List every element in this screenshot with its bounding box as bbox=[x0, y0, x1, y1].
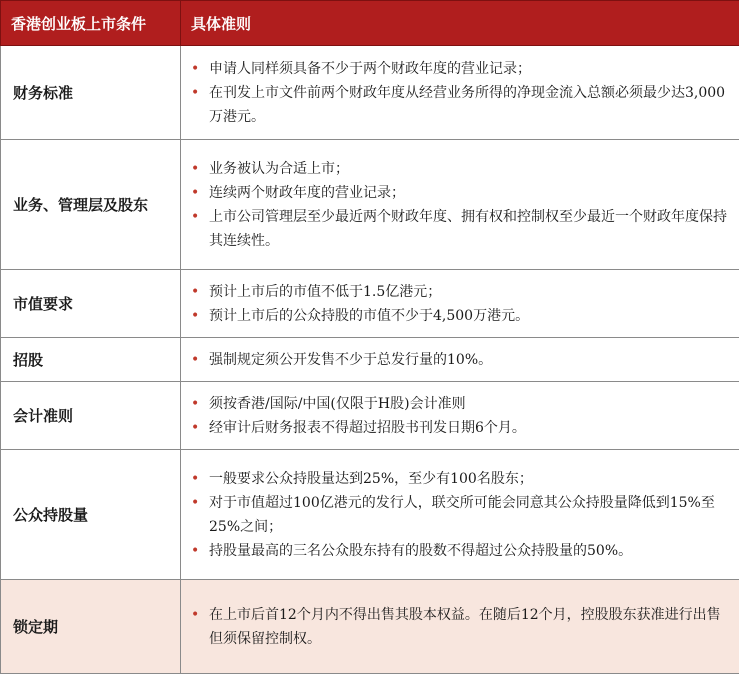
table-row bbox=[1, 580, 739, 674]
row-content-public-float bbox=[181, 450, 739, 580]
header-criteria: 具体准则 bbox=[181, 1, 739, 46]
list-item: • 申请人同样须具备不少于两个财政年度的营业记录； bbox=[189, 57, 727, 81]
table-row bbox=[1, 270, 739, 338]
bullet-icon: • bbox=[191, 467, 199, 491]
bullet-icon: • bbox=[191, 57, 199, 81]
list-item: • 一般要求公众持股量达到25%，至少有100名股东； bbox=[189, 467, 727, 491]
bullet-icon: • bbox=[191, 539, 199, 563]
list-item: • 在上市后首12个月内不得出售其股本权益。在随后12个月，控股股东获准进行出售但须保留控制权。 bbox=[189, 603, 727, 651]
row-label-accounting: 会计准则 bbox=[1, 382, 181, 450]
list-item: • 业务被认为合适上市； bbox=[189, 157, 727, 181]
row-content-offering bbox=[181, 338, 739, 382]
bullet-icon: • bbox=[191, 348, 199, 372]
list-item: • 对于市值超过100亿港元的发行人，联交所可能会同意其公众持股量降低到15%至25%之间； bbox=[189, 491, 727, 539]
list-item: • 经审计后财务报表不得超过招股书刊发日期6个月。 bbox=[189, 416, 727, 440]
bullet-icon: • bbox=[191, 392, 199, 416]
table-row bbox=[1, 450, 739, 580]
header-conditions: 香港创业板上市条件 bbox=[1, 1, 181, 46]
list-item: • 强制规定须公开发售不少于总发行量的10%。 bbox=[189, 348, 727, 372]
row-label-offering: 招股 bbox=[1, 338, 181, 382]
list-item: • 连续两个财政年度的营业记录； bbox=[189, 181, 727, 205]
row-content-market-cap bbox=[181, 270, 739, 338]
bullet-icon: • bbox=[191, 491, 199, 515]
row-content-lockup bbox=[181, 580, 739, 674]
list-item: • 持股量最高的三名公众股东持有的股数不得超过公众持股量的50%。 bbox=[189, 539, 727, 563]
table-row bbox=[1, 140, 739, 270]
row-content-financial bbox=[181, 46, 739, 140]
row-label-market-cap: 市值要求 bbox=[1, 270, 181, 338]
row-content-business bbox=[181, 140, 739, 270]
bullet-icon: • bbox=[191, 304, 199, 328]
bullet-icon: • bbox=[191, 181, 199, 205]
list-item: • 预计上市后的市值不低于1.5亿港元； bbox=[189, 280, 727, 304]
table-row bbox=[1, 338, 739, 382]
bullet-icon: • bbox=[191, 280, 199, 304]
list-item: • 上市公司管理层至少最近两个财政年度、拥有权和控制权至少最近一个财政年度保持其连续性。 bbox=[189, 205, 727, 253]
table-header-row bbox=[1, 1, 739, 46]
bullet-icon: • bbox=[191, 416, 199, 440]
bullet-icon: • bbox=[191, 205, 199, 229]
bullet-icon: • bbox=[191, 81, 199, 105]
row-content-accounting bbox=[181, 382, 739, 450]
row-label-financial: 财务标准 bbox=[1, 46, 181, 140]
list-item: • 须按香港/国际/中国(仅限于H股)会计准则 bbox=[189, 392, 727, 416]
list-item: • 在刊发上市文件前两个财政年度从经营业务所得的净现金流入总额必须最少达3,000万港元。 bbox=[189, 81, 727, 129]
row-label-public-float: 公众持股量 bbox=[1, 450, 181, 580]
row-label-business: 业务、管理层及股东 bbox=[1, 140, 181, 270]
bullet-icon: • bbox=[191, 603, 199, 627]
row-label-lockup: 锁定期 bbox=[1, 580, 181, 674]
bullet-icon: • bbox=[191, 157, 199, 181]
table-row bbox=[1, 46, 739, 140]
list-item: • 预计上市后的公众持股的市值不少于4,500万港元。 bbox=[189, 304, 727, 328]
table-row bbox=[1, 382, 739, 450]
